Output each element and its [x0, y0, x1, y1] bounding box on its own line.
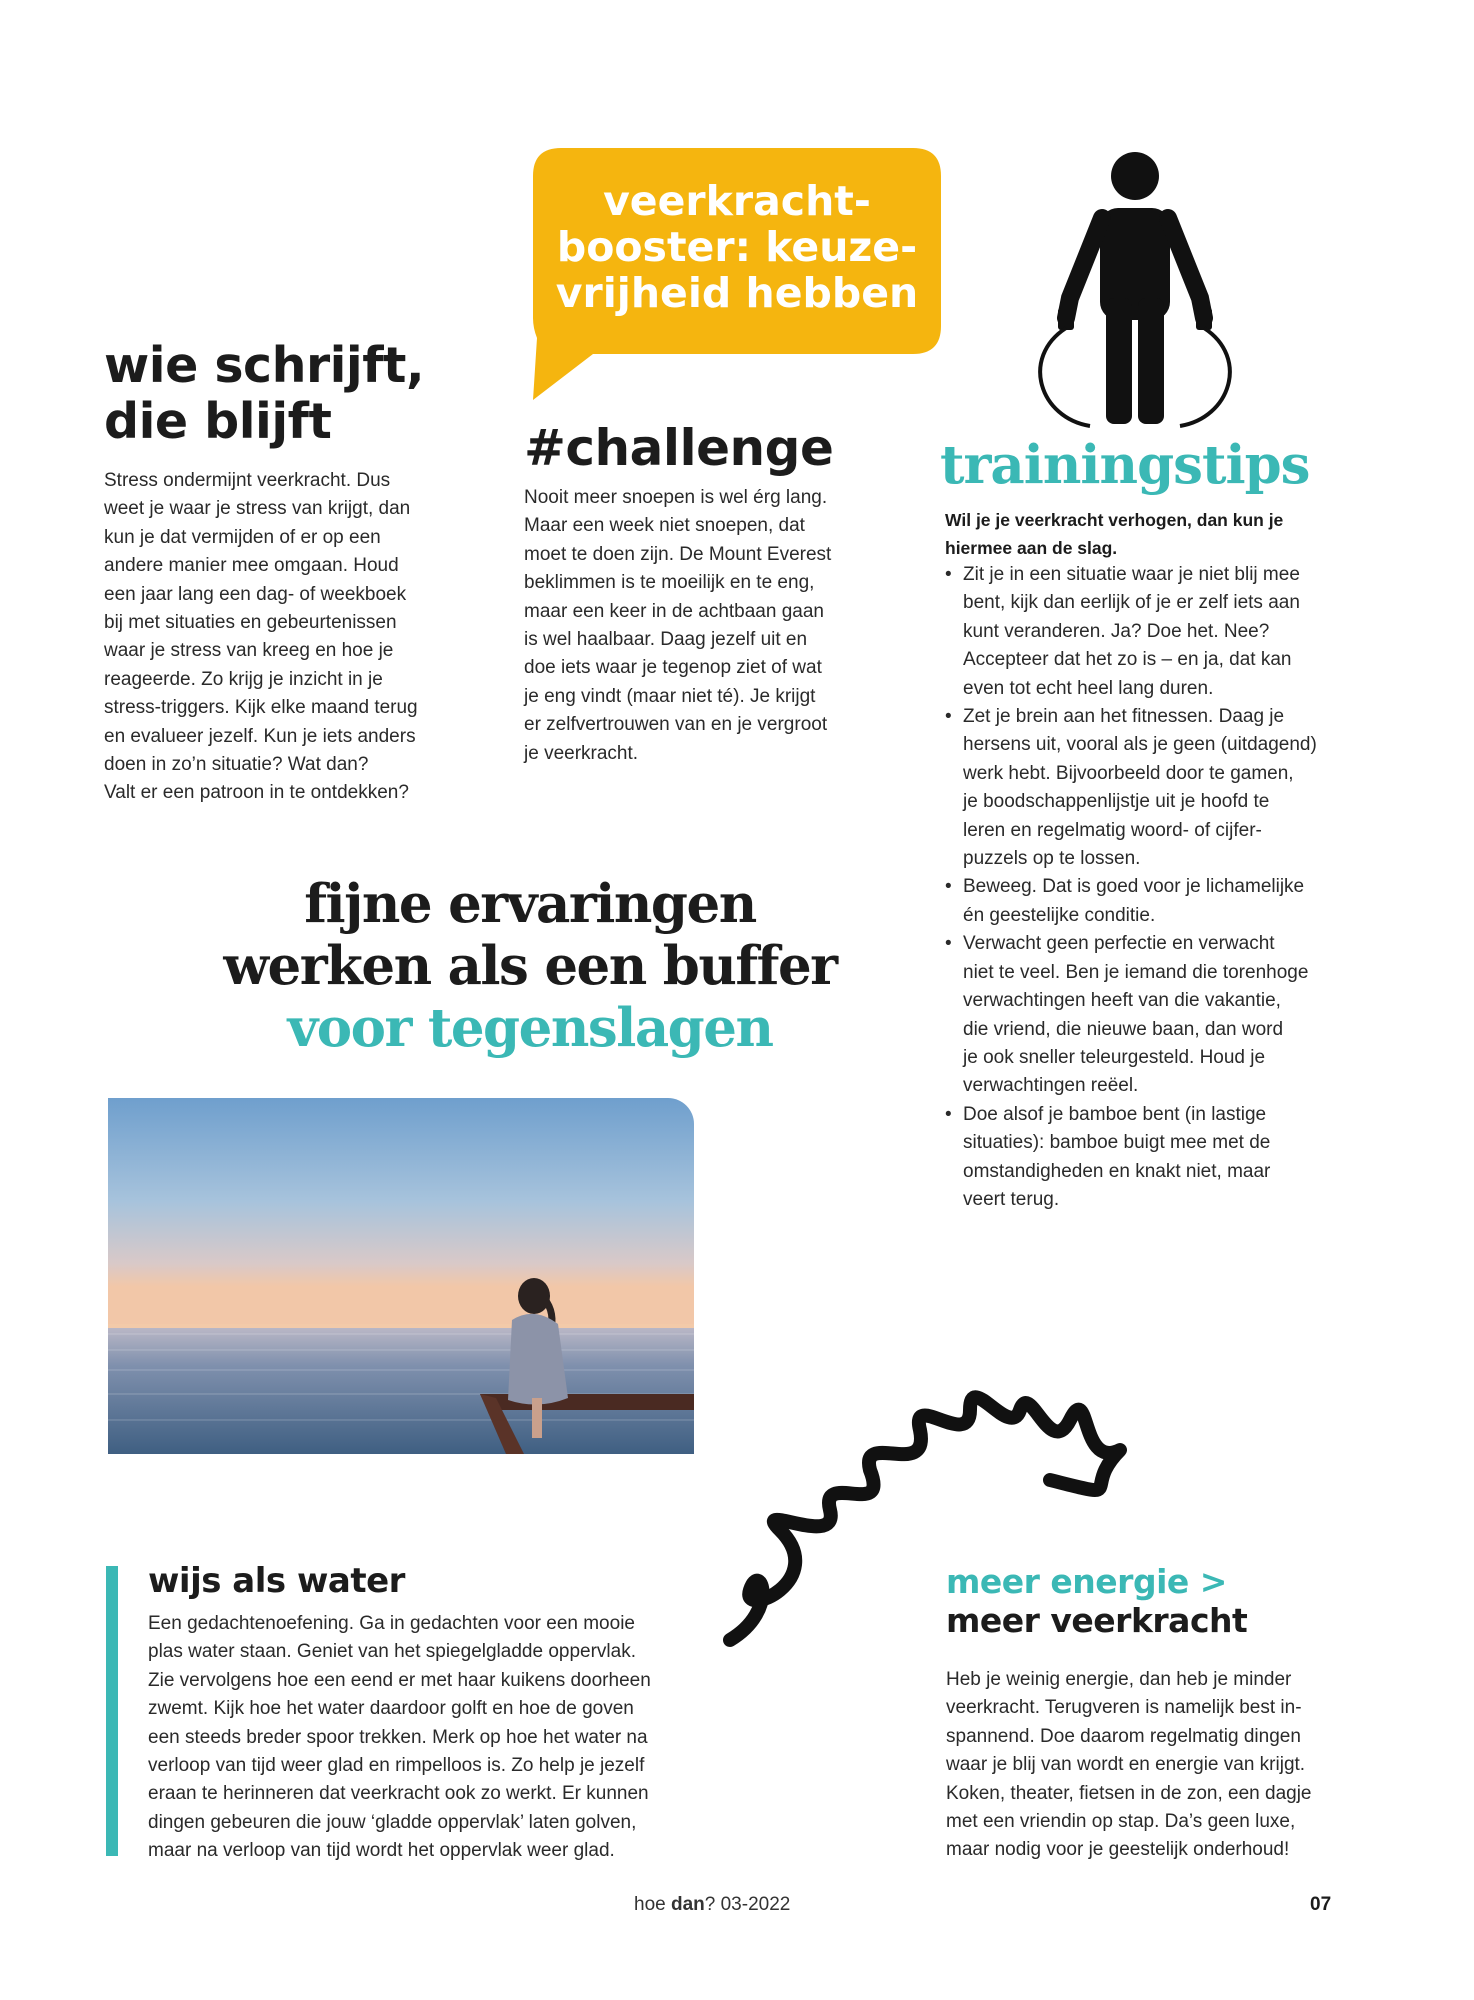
meer-energie-body [946, 1666, 1341, 1865]
tip-line: leren en regelmatig woord- of cijfer- [963, 819, 1262, 841]
body-line: er zelfvertrouwen van en je vergroot [524, 714, 828, 736]
quote-line-accent: voor tegenslagen [287, 997, 773, 1059]
footer-pre: hoe [634, 1894, 671, 1915]
body-line: Zie vervolgens hoe een eend er met haar kuikens doorheen [148, 1669, 651, 1691]
body-line: Koken, theater, fietsen in de zon, een dagje [946, 1782, 1312, 1804]
tip-line: veert terug. [963, 1188, 1060, 1210]
tip-line: Doe alsof je bamboe bent (in lastige [963, 1103, 1267, 1125]
bullet: • [945, 876, 952, 898]
tip-line: Zit je in een situatie waar je niet blij mee [963, 564, 1300, 585]
accent-bar [106, 1566, 118, 1856]
tip-line: Verwacht geen perfectie en verwacht [963, 933, 1275, 955]
booster-text [533, 178, 941, 316]
intro-line: Wil je je veerkracht verhogen, dan kun je [945, 510, 1284, 530]
tip-line: werk hebt. Bijvoorbeeld door te gamen, [963, 762, 1294, 784]
body-line: veerkracht. Terugveren is namelijk best in- [946, 1697, 1302, 1719]
woman-at-sea-photo [108, 1098, 694, 1454]
body-line: dingen gebeuren die jouw ‘gladde oppervlak’ laten golven, [148, 1811, 637, 1833]
intro-line: hiermee aan de slag. [945, 538, 1118, 558]
body-line: maar een keer in de achtbaan gaan [524, 600, 824, 622]
booster-line: vrijheid hebben [555, 269, 919, 317]
body-line: en evalueer jezelf. Kun je iets anders [104, 725, 416, 747]
body-line: Valt er een patroon in te ontdekken? [104, 782, 409, 804]
wie-schrijft-body [104, 467, 449, 808]
footer-issue: ? 03-2022 [704, 1894, 791, 1915]
tip-line: Beweeg. Dat is goed voor je lichamelijke [963, 876, 1305, 898]
body-line: kun je dat vermijden of er op een [104, 526, 381, 548]
challenge-body [524, 484, 864, 768]
magazine-footer [634, 1894, 790, 1916]
tip-line: verwachtingen heeft van die vakantie, [963, 990, 1281, 1012]
tip-line: situaties): bamboe buigt mee met de [963, 1132, 1271, 1154]
tip-line: die vriend, die nieuwe baan, dan word [963, 1018, 1284, 1040]
page-number: 07 [1310, 1894, 1332, 1915]
quote-line: werken als een buffer [223, 935, 837, 997]
body-line: verloop van tijd weer glad en rimpelloos is. Zo help je jezelf [148, 1755, 645, 1777]
jump-rope-person-icon [1030, 148, 1240, 438]
body-line: maar nodig voor je geestelijk onderhoud! [946, 1839, 1290, 1861]
body-line: Heb je weinig energie, dan heb je minder [946, 1669, 1292, 1690]
wie-schrijft-title [104, 338, 464, 450]
body-line: beklimmen is te moeilijk en te eng, [524, 572, 815, 594]
trainingstips-title: trainingstips [940, 434, 1310, 496]
trainingstips-list [945, 561, 1335, 1214]
body-line: is wel haalbaar. Daag jezelf uit en [524, 629, 808, 651]
body-line: Maar een week niet snoepen, dat [524, 515, 805, 537]
body-line: waar je stress van kreeg en hoe je [104, 640, 394, 662]
tip-line: verwachtingen reëel. [963, 1075, 1139, 1097]
quote-line: fijne ervaringen [304, 873, 756, 935]
tip-line: bent, kijk dan eerlijk of je er zelf iets aan [963, 592, 1300, 614]
title-line: wie schrijft, [104, 337, 425, 394]
bullet: • [945, 1103, 952, 1125]
tip-line: puzzels op te lossen. [963, 848, 1141, 870]
booster-line: veerkracht- [603, 177, 871, 225]
body-line: doen in zo’n situatie? Wat dan? [104, 754, 369, 776]
bullet: • [945, 933, 952, 955]
tip-line: je ook sneller teleurgesteld. Houd je [963, 1046, 1266, 1068]
title-line: meer veerkracht [946, 1601, 1248, 1640]
booster-speech-bubble [533, 148, 941, 354]
tip-line: én geestelijke conditie. [963, 904, 1156, 926]
body-line: je eng vindt (maar niet té). Je krijgt [524, 685, 816, 707]
body-line: maar na verloop van tijd wordt het oppervlak weer glad. [148, 1840, 615, 1862]
footer-brand: dan [670, 1894, 705, 1915]
body-line: waar je blij van wordt en energie van krijgt. [946, 1754, 1306, 1776]
body-line: je veerkracht. [524, 742, 639, 764]
list-item [945, 1101, 1335, 1215]
list-item [945, 930, 1335, 1100]
tip-line: niet te veel. Ben je iemand die torenhoge [963, 961, 1309, 983]
body-line: een jaar lang een dag- of weekboek [104, 583, 407, 605]
body-line: bij met situaties en gebeurtenissen [104, 612, 397, 634]
wijs-als-water-title: wijs als water [148, 1561, 405, 1601]
body-line: met een vriendin op stap. Da’s geen luxe, [946, 1811, 1296, 1833]
challenge-title: #challenge [524, 419, 834, 477]
meer-energie-title [946, 1562, 1247, 1640]
bullet: • [945, 706, 952, 728]
title-line: die blijft [104, 393, 332, 450]
list-item [945, 873, 1335, 930]
body-line: Een gedachtenoefening. Ga in gedachten voor een mooie [148, 1613, 635, 1634]
pull-quote [100, 873, 960, 1059]
body-line: zwemt. Kijk hoe het water daardoor golft en hoe de goven [148, 1698, 634, 1720]
tip-line: je boodschappenlijstje uit je hoofd te [963, 791, 1270, 813]
body-line: Stress ondermijnt veerkracht. Dus [104, 470, 391, 491]
body-line: weet je waar je stress van krijgt, dan [104, 498, 411, 520]
body-line: doe iets waar je tegenop ziet of wat [524, 657, 822, 679]
tip-line: Accepteer dat het zo is – en ja, dat kan [963, 649, 1292, 671]
body-line: Nooit meer snoepen is wel érg lang. [524, 487, 828, 508]
body-line: een steeds breder spoor trekken. Merk op hoe het water na [148, 1726, 648, 1748]
tip-line: hersens uit, vooral als je geen (uitdagend) [963, 734, 1317, 756]
body-line: andere manier mee omgaan. Houd [104, 555, 399, 577]
list-item [945, 703, 1335, 873]
body-line: plas water staan. Geniet van het spiegelgladde oppervlak. [148, 1641, 636, 1663]
tip-line: kunt veranderen. Ja? Doe het. Nee? [963, 620, 1270, 642]
list-item [945, 561, 1335, 703]
title-line-accent: meer energie > [946, 1562, 1227, 1601]
wijs-als-water-body [148, 1610, 688, 1866]
body-line: reageerde. Zo krijg je inzicht in je [104, 668, 383, 690]
body-line: eraan te herinneren dat veerkracht ook zo werkt. Er kunnen [148, 1783, 649, 1805]
trainingstips-intro [945, 506, 1315, 562]
body-line: moet te doen zijn. De Mount Everest [524, 543, 832, 565]
bullet: • [945, 564, 952, 585]
tip-line: omstandigheden en knakt niet, maar [963, 1160, 1271, 1182]
booster-line: booster: keuze- [556, 223, 918, 271]
body-line: spannend. Doe daarom regelmatig dingen [946, 1725, 1301, 1747]
body-line: stress-triggers. Kijk elke maand terug [104, 697, 418, 719]
tip-line: Zet je brein aan het fitnessen. Daag je [963, 706, 1285, 728]
tip-line: even tot echt heel lang duren. [963, 677, 1214, 699]
